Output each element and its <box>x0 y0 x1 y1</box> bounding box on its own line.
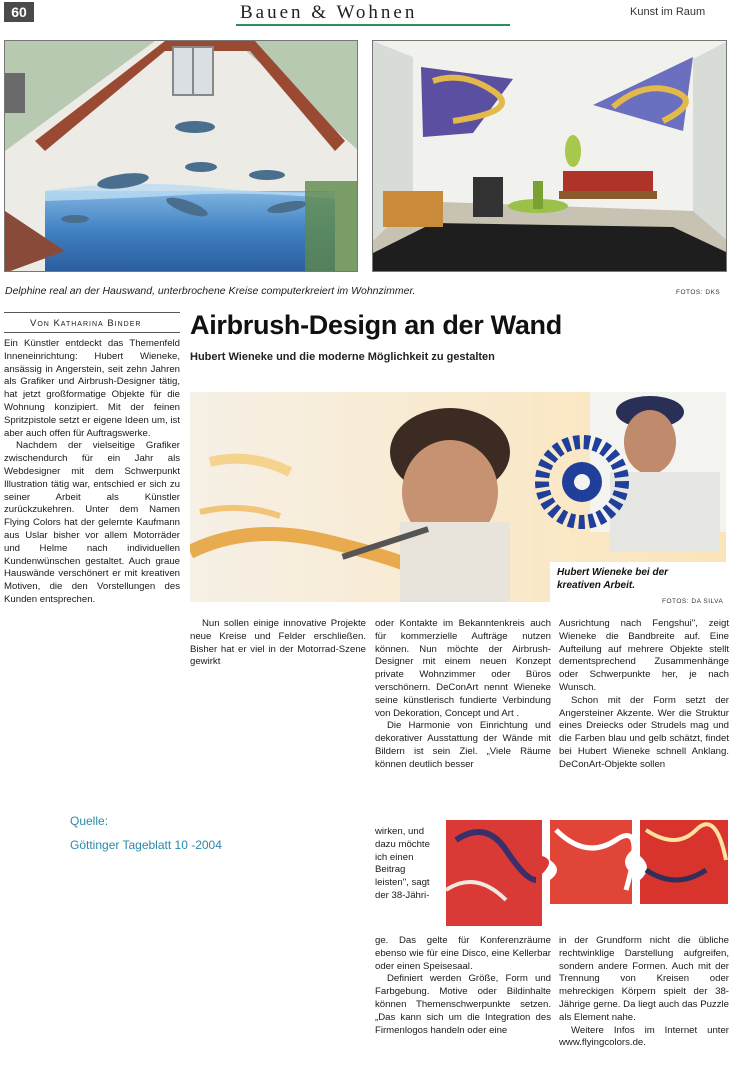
col4-paragraph-2: Schon mit der Form setzt der Angersteiner Akzente. Wer die Struktur eines Dreiecks oder Strudels mag und die Farben blau und gelb schätzt, findet bei Hubert Wieneke schnell Anklang. DeConArt-Objekte sollen <box>559 694 729 770</box>
puzzle-artwork-photo <box>446 820 728 926</box>
article-column-1 <box>4 338 180 607</box>
headline: Airbrush-Design an der Wand <box>190 310 562 340</box>
col3-paragraph-1: oder Kontakte im Bekanntenkreis auch für kommerzielle Aufträge nutzen können. Nun möchte der Airbrush-Designer mit einem neuen Konzept private Wohnzimmer oder Büros verschönern. DeConArt nennt Wieneke seine künstlerisch fundierte Verbindung von Dekoration, Concept und Art . <box>375 618 551 719</box>
living-room-photo <box>372 40 727 272</box>
col4-paragraph-3: in der Grundform nicht die übliche rechtwinklige Darstellung aufgreifen, sondern andere Formen. Auch mit der Trennung von Kreisen oder mehreckigen Körpern spielt der 38-Jährige gerne. Da liegt auch das Puzzle als Element nahe. <box>559 935 729 1023</box>
page-number: 60 <box>4 2 34 22</box>
article-column-4-bottom <box>559 935 729 1050</box>
section-title: Bauen & Wohnen <box>240 2 418 23</box>
article-column-2 <box>190 618 366 669</box>
byline-rule-top <box>4 312 180 313</box>
col2-paragraph-1: Nun sollen einige innovative Projekte neue Kreise und Felder erschließen. Bisher hat er viel in der Motorrad-Szene gewirkt <box>190 618 366 668</box>
col3-paragraph-3: Definiert werden Größe, Form und Farbgebung. Motive oder Bildinhalte können Themenschwerpunkte setzen. „Das kann sich um die Integration des Firmenlogos handeln oder eine <box>375 973 551 1036</box>
col4-paragraph-1: Ausrichtung nach Fengshui", zeigt Wieneke die Bandbreite auf. Eine Aufteilung auf mehrere Objekte stellt dementsprechend Zusammenhänge oder Schwerpunkte her, je nach Wunsch. <box>559 618 729 693</box>
byline: Von Katharina Binder <box>30 318 142 329</box>
col3-narrow-text: wirken, und dazu möchte ich einen Beitrag leisten", sagt der 38-Jähri- <box>375 826 430 901</box>
article-column-3 <box>375 618 551 772</box>
subheadline: Hubert Wieneke und die moderne Möglichkeit zu gestalten <box>190 351 495 363</box>
col1-paragraph-1: Ein Künstler entdeckt das Themenfeld Inneneinrichtung: Hubert Wieneke, ansässig in Angerstein, seit zehn Jahren als Grafiker und Airbrush-Designer tätig, hat jetzt großformatige Objekte für die Wohnung konzipiert. Mit der feinen Spritzpistole setzt er eigene Ideen um, ist aber auch offen für Auftragswerke. <box>4 338 180 439</box>
article-column-3-bottom <box>375 935 551 1037</box>
main-photo-credit: FOTOS: DA SILVA <box>662 598 724 605</box>
col1-paragraph-2: Nachdem der vielseitige Grafiker zwischendurch für ein Jahr als Webdesigner mit dem Schwerpunkt Illustration tätig war, entschied er sich zu seiner Arbeit als Künstler zurückzukehren. Unter dem Namen Flying Colors hat der gelernte Kaufmann aus Uslar bisher vor allem Motorräder und Helme nach individuellen Kundenwünschen gestaltet. Auch graue Hauswände verschönert er mit kreativen Motiven, die den Vorstellungen des Kunden entsprechen. <box>4 440 180 605</box>
house-wall-photo <box>4 40 358 272</box>
col3-paragraph-2-top: Die Harmonie von Einrichtung und dekorativer Ausstattung der Wände mit Bildern ist sein Ziel. „Viele Räume können deutlich besser <box>375 720 551 770</box>
byline-rule-bottom <box>4 332 180 333</box>
section-underline <box>236 24 510 26</box>
col3-paragraph-2-bottom: ge. Das gelte für Konferenzräume ebenso wie für eine Disco, eine Kellerbar oder einen Speisesaal. <box>375 935 551 972</box>
source-value: Göttinger Tageblatt 10 -2004 <box>70 838 222 852</box>
main-photo-caption: Hubert Wieneke bei der kreativen Arbeit. <box>557 567 669 591</box>
col4-paragraph-4: Weitere Infos im Internet unter www.flyingcolors.de. <box>559 1024 729 1049</box>
article-column-3-narrow <box>375 826 435 903</box>
article-column-4 <box>559 618 729 772</box>
rubric-label: Kunst im Raum <box>630 6 706 18</box>
source-label: Quelle: <box>70 814 109 828</box>
top-photos-credit: FOTOS: DKS <box>676 289 721 296</box>
top-photos-caption: Delphine real an der Hauswand, unterbrochene Kreise computerkreiert im Wohnzimmer. <box>5 285 416 297</box>
